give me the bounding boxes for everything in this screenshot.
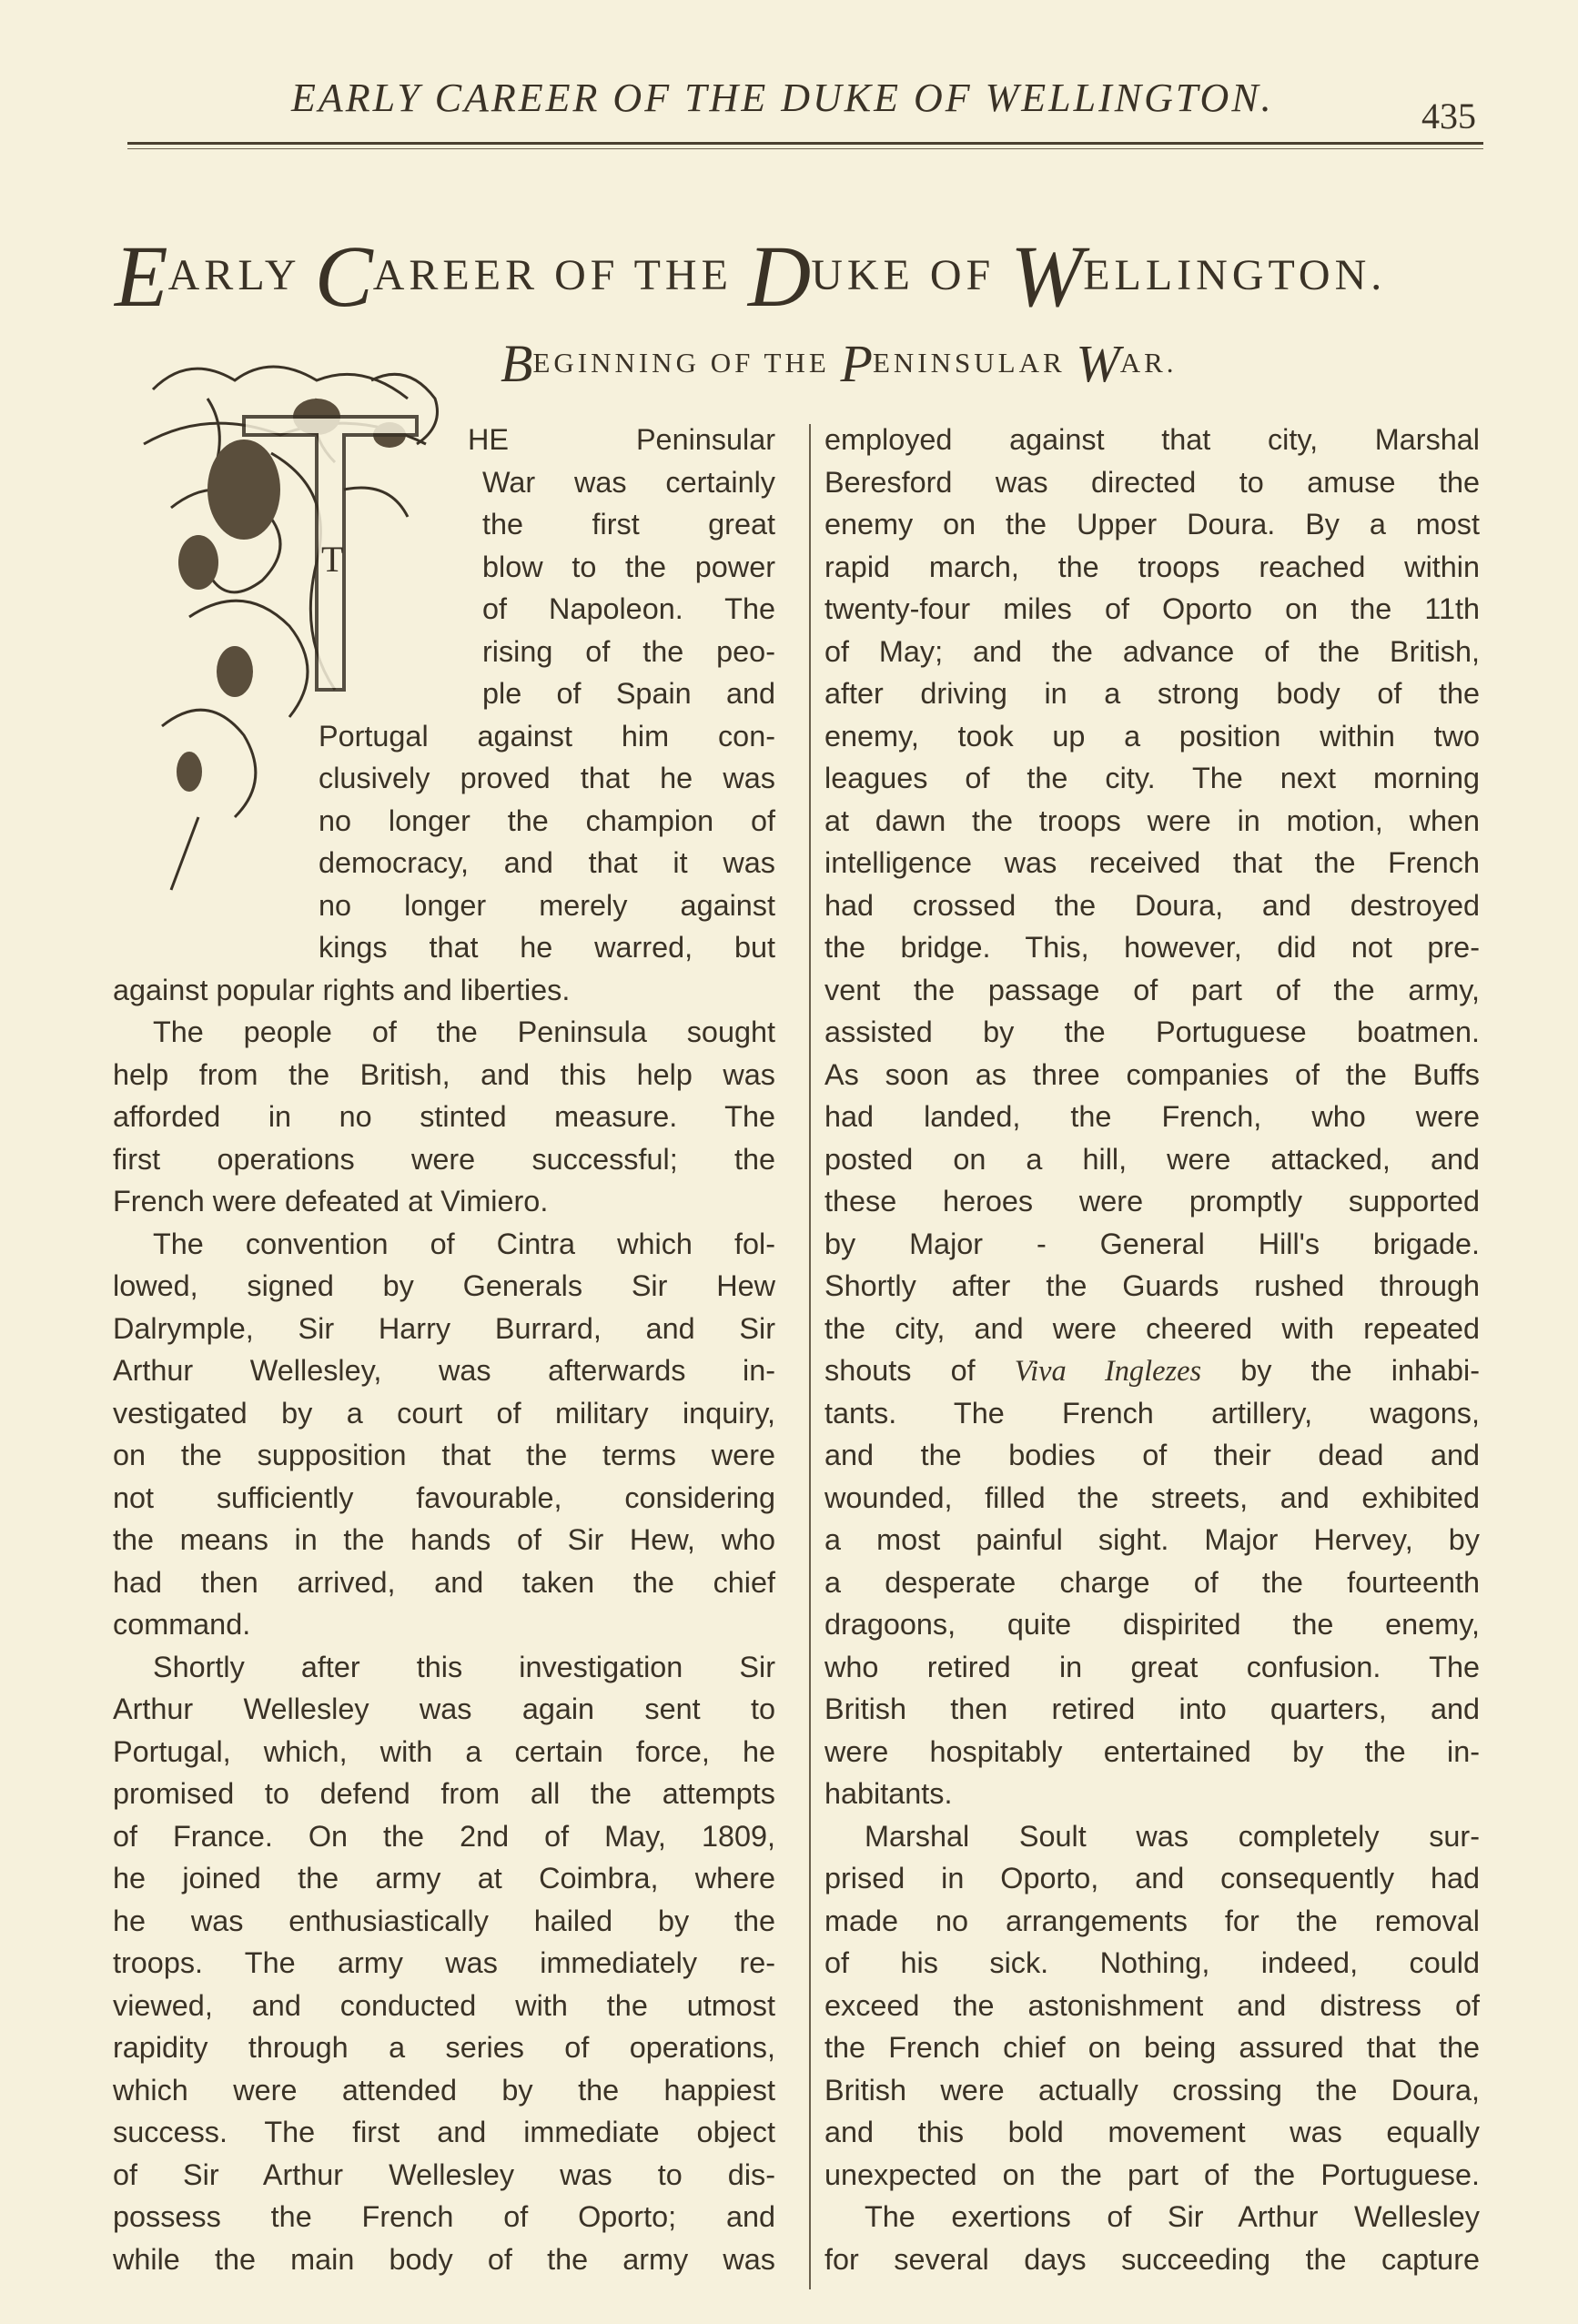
text-line: Portugal, which, with a certain force, he [113, 1734, 775, 1768]
text-line-with-italic [824, 1349, 1480, 1392]
subtitle-part-3: AR. [1119, 347, 1178, 379]
text-line: blow to the power [482, 550, 775, 583]
right-column [824, 419, 1480, 2280]
text-line: not sufficiently favourable, considering [113, 1480, 775, 1514]
text-line: of France. On the 2nd of May, 1809, [113, 1819, 775, 1853]
text-line: help from the British, and this help was [113, 1057, 775, 1091]
header-rule-thin [127, 148, 1483, 149]
text-line: of his sick. Nothing, indeed, could [824, 1946, 1480, 1979]
text-line: Arthur Wellesley was again sent to [113, 1692, 775, 1725]
title-initial-4: W [1010, 227, 1084, 325]
text-line: tants. The French artillery, wagons, [824, 1396, 1480, 1430]
text-line: Arthur Wellesley, was afterwards in- [113, 1354, 775, 1387]
text-line: unexpected on the part of the Portuguese. [824, 2157, 1480, 2191]
text-line: ple of Spain and [482, 677, 775, 710]
text-line: the means in the hands of Sir Hew, who [113, 1523, 775, 1556]
text-line: he was enthusiastically hailed by the [113, 1904, 775, 1937]
text-line: and the bodies of their dead and [824, 1439, 1480, 1471]
running-head: EARLY CAREER OF THE DUKE OF WELLINGTON. [291, 76, 1274, 120]
text-line: French were defeated at Vimiero. [113, 1185, 549, 1218]
column-divider [809, 424, 811, 2289]
text-line: and this bold movement was equally [824, 2116, 1480, 2148]
text-line: Shortly after this investigation Sir [153, 1650, 775, 1683]
header-rule [127, 142, 1483, 145]
text-line: leagues of the city. The next morning [824, 762, 1480, 794]
text-line: intelligence was received that the French [824, 846, 1480, 879]
text-line: first operations were successful; the [113, 1142, 775, 1176]
text-line: vestigated by a court of military inquiry, [113, 1396, 775, 1430]
article-title [115, 226, 1386, 327]
text-line: kings that he warred, but [319, 931, 775, 964]
text-line: no longer merely against [319, 888, 775, 922]
text-line: The people of the Peninsula sought [153, 1015, 775, 1048]
section-subtitle [501, 333, 1178, 394]
text-line: success. The first and immediate object [113, 2116, 775, 2148]
text-line: promised to defend from all the attempts [113, 1777, 775, 1810]
text-line: British then retired into quarters, and [824, 1692, 1480, 1725]
text-line: Marshal Soult was completely sur- [865, 1819, 1480, 1853]
text-line: lowed, signed by Generals Sir Hew [113, 1269, 775, 1302]
text-line: assisted by the Portuguese boatmen. [824, 1015, 1480, 1048]
text-line: at dawn the troops were in motion, when [824, 803, 1480, 837]
text-line: clusively proved that he was [319, 762, 775, 794]
initial-letter: T [321, 539, 344, 580]
text-line: no longer the champion of [319, 803, 775, 837]
text-line: while the main body of the army was [113, 2242, 775, 2276]
text-line: had landed, the French, who were [824, 1100, 1480, 1133]
text-line: employed against that city, Marshal [824, 423, 1480, 456]
text-line: democracy, and that it was [319, 846, 775, 879]
text-line: made no arrangements for the removal [824, 1904, 1480, 1937]
text-line: command. [113, 1608, 251, 1641]
left-column [113, 419, 775, 2280]
text-line: the first great [482, 508, 775, 541]
subtitle-initial-2: P [840, 334, 873, 393]
text-line: dragoons, quite dispirited the enemy, [824, 1608, 1480, 1641]
text-line: for several days succeeding the capture [824, 2242, 1480, 2276]
text-line: vent the passage of part of the army, [824, 973, 1480, 1006]
text-line: Portugal against him con- [319, 719, 775, 753]
text-line: troops. The army was immediately re- [113, 1946, 775, 1979]
text-line: exceed the astonishment and distress of [824, 1988, 1480, 2022]
text-line: rising of the peo- [482, 634, 775, 668]
text-fragment: shouts of [824, 1354, 976, 1387]
text-line: the bridge. This, however, did not pre- [824, 931, 1480, 964]
text-line: The exertions of Sir Arthur Wellesley [865, 2200, 1480, 2233]
text-line: twenty-four miles of Oporto on the 11th [824, 592, 1480, 625]
text-line: these heroes were promptly supported [824, 1185, 1480, 1218]
text-line: wounded, filled the streets, and exhibited [824, 1480, 1480, 1514]
text-line: had then arrived, and taken the chief [113, 1565, 775, 1599]
text-line: rapidity through a series of operations, [113, 2031, 775, 2064]
title-part-4: ELLINGTON. [1083, 251, 1387, 299]
text-line: which were attended by the happiest [113, 2073, 775, 2107]
title-part-1: ARLY [167, 251, 315, 299]
text-line: a desperate charge of the fourteenth [824, 1565, 1480, 1599]
text-line: British were actually crossing the Doura, [824, 2073, 1480, 2107]
text-line: prised in Oporto, and consequently had [824, 1862, 1480, 1895]
text-line: Shortly after the Guards rushed through [824, 1269, 1480, 1302]
title-part-3: UKE OF [811, 251, 1011, 299]
title-initial-1: E [115, 227, 168, 325]
subtitle-part-2: ENINSULAR [872, 347, 1077, 379]
text-line: The convention of Cintra which fol- [153, 1227, 775, 1260]
page-number: 435 [1421, 96, 1476, 136]
text-line: on the supposition that the terms were [113, 1439, 775, 1471]
text-line: of May; and the advance of the British, [824, 634, 1480, 668]
text-line: viewed, and conducted with the utmost [113, 1988, 775, 2022]
text-line: afforded in no stinted measure. The [113, 1100, 775, 1133]
text-line: habitants. [824, 1777, 953, 1810]
text-line: As soon as three companies of the Buffs [824, 1057, 1480, 1091]
text-line: of Sir Arthur Wellesley was to dis- [113, 2157, 775, 2191]
text-line: the city, and were cheered with repeated [824, 1311, 1480, 1345]
title-initial-3: D [747, 227, 812, 325]
italic-phrase: Viva Inglezes [1014, 1355, 1202, 1388]
text-line: possess the French of Oporto; and [113, 2200, 775, 2233]
text-line: War was certainly [482, 465, 775, 499]
text-fragment: by the inhabi- [1240, 1354, 1481, 1387]
text-line: rapid march, the troops reached within [824, 550, 1480, 583]
text-line: the French chief on being assured that the [824, 2031, 1480, 2064]
title-initial-2: C [314, 227, 373, 325]
subtitle-initial-1: B [501, 334, 533, 393]
text-line: he joined the army at Coimbra, where [113, 1862, 775, 1895]
text-line: were hospitably entertained by the in- [824, 1734, 1480, 1768]
text-line: enemy on the Upper Doura. By a most [824, 508, 1480, 541]
text-line: Dalrymple, Sir Harry Burrard, and Sir [113, 1311, 775, 1345]
text-line: Beresford was directed to amuse the [824, 465, 1480, 499]
title-part-2: AREER OF THE [372, 251, 748, 299]
text-line: enemy, took up a position within two [824, 719, 1480, 753]
subtitle-part-1: EGINNING OF THE [532, 347, 841, 379]
text-line: HE Peninsular [468, 423, 775, 456]
text-line: against popular rights and liberties. [113, 973, 571, 1006]
text-line: a most painful sight. Major Hervey, by [824, 1523, 1480, 1556]
text-line: posted on a hill, were attacked, and [824, 1142, 1480, 1176]
text-line: had crossed the Doura, and destroyed [824, 888, 1480, 922]
text-line: who retired in great confusion. The [824, 1650, 1480, 1683]
subtitle-initial-3: W [1076, 334, 1120, 393]
text-line: after driving in a strong body of the [824, 677, 1480, 710]
text-line: by Major - General Hill's brigade. [824, 1227, 1480, 1260]
text-line: of Napoleon. The [482, 592, 775, 625]
